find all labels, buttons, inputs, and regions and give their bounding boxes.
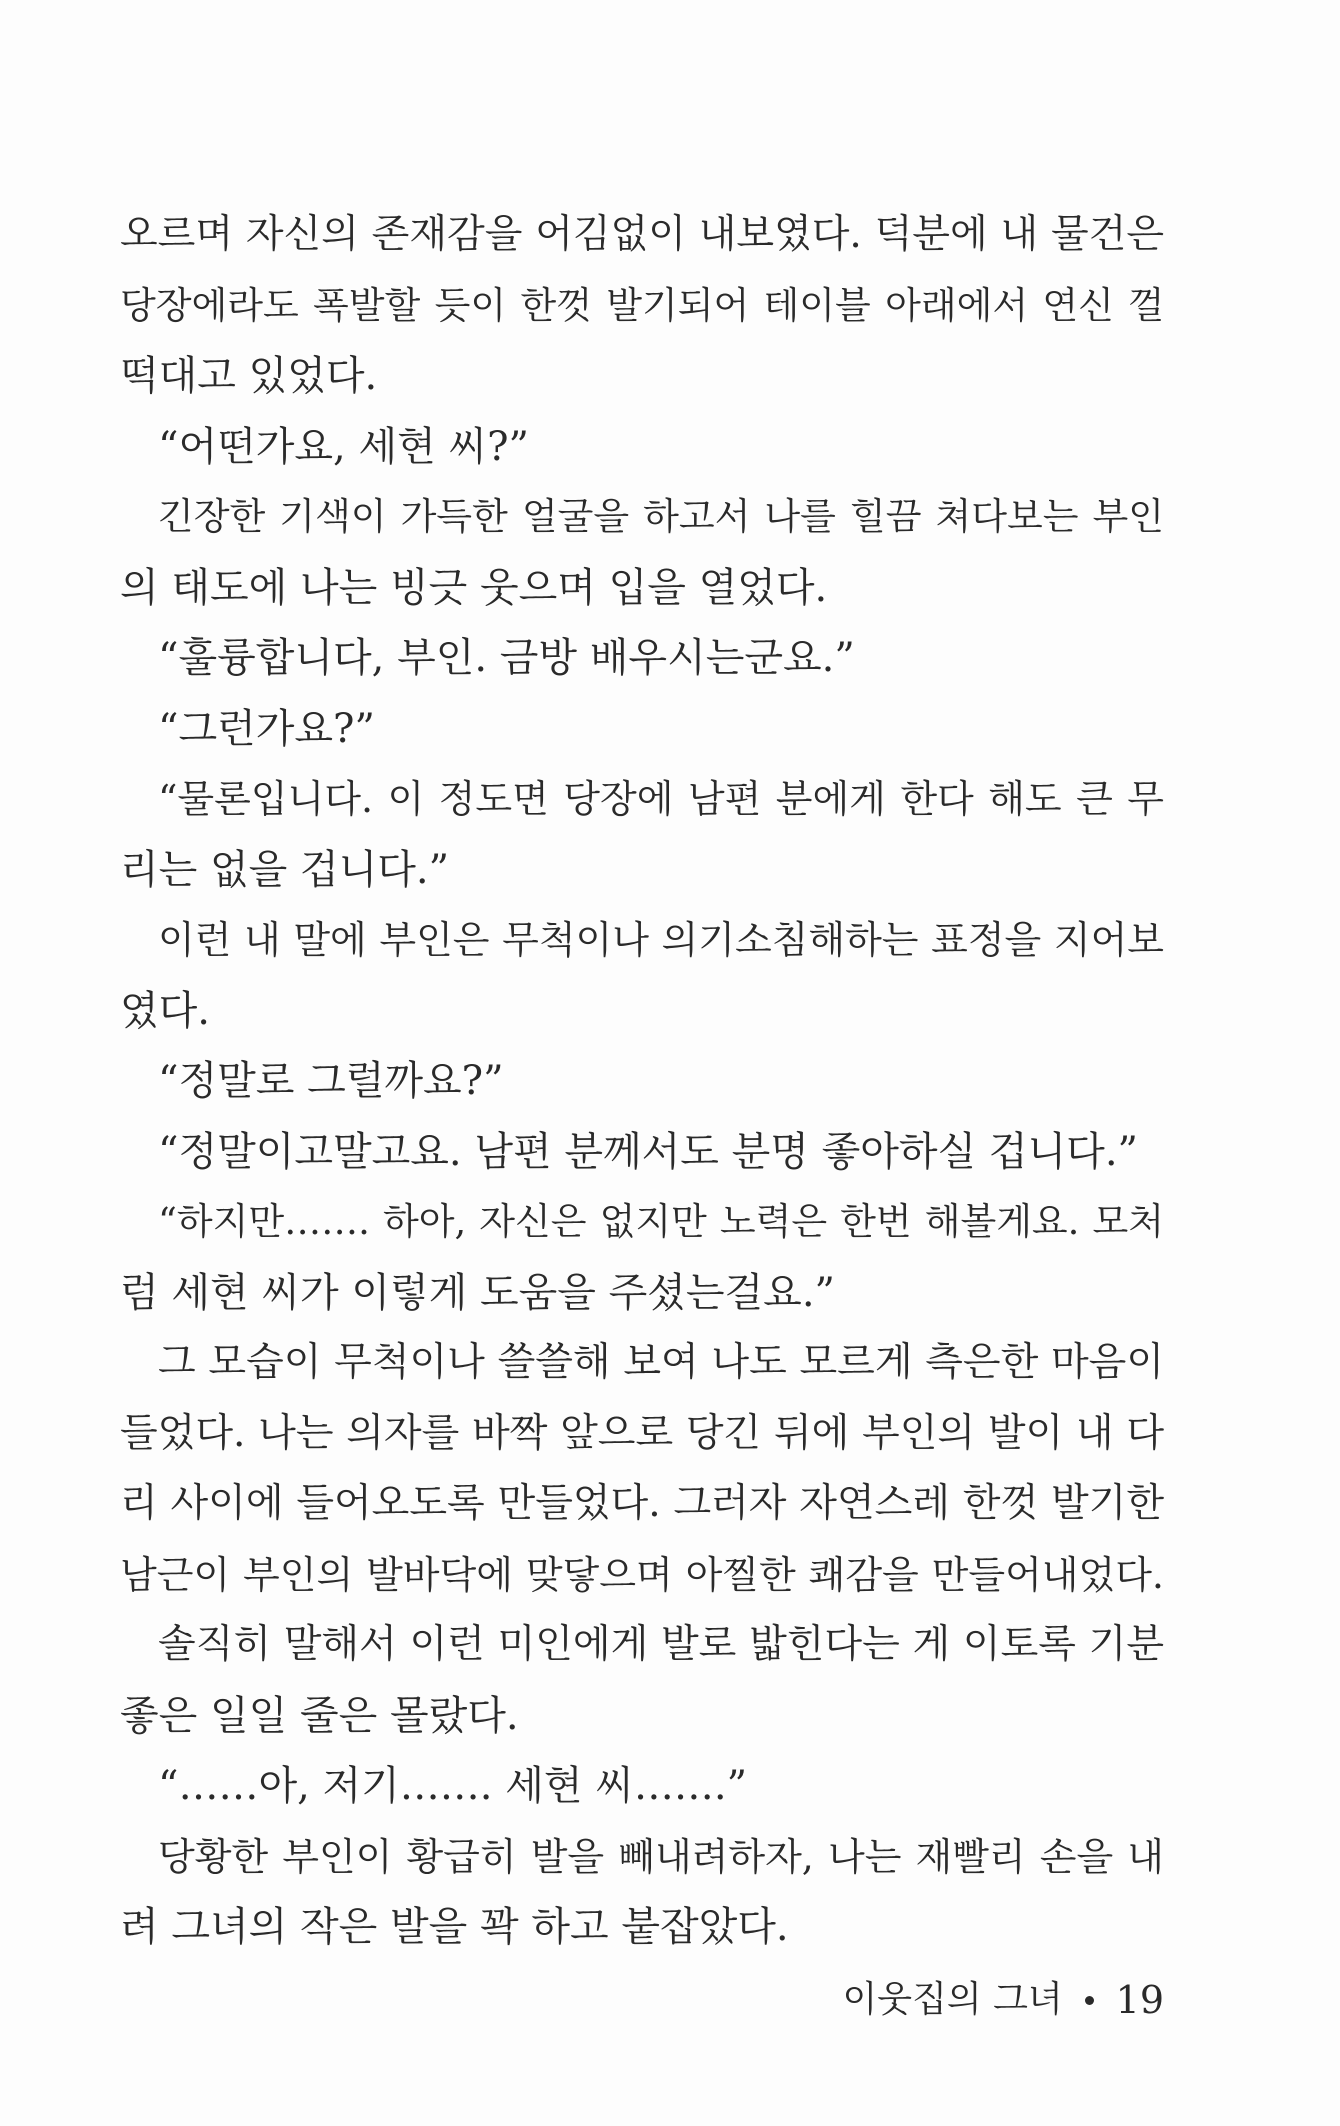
- text-line-14: “정말이고말고요. 남편 분께서도 분명 좋아하실 겁니다.”: [158, 1128, 1138, 1175]
- text-line-16: 럼 세현 씨가 이렇게 도움을 주셨는걸요.”: [120, 1269, 835, 1316]
- text-line-10: 리는 없을 겁니다.”: [120, 846, 450, 893]
- page-footer: [843, 1970, 1164, 2030]
- text-line-20: 남근이 부인의 발바닥에 맞닿으며 아찔한 쾌감을 만들어내었다.: [120, 1552, 1164, 1597]
- text-line-12: 였다.: [120, 987, 210, 1034]
- running-title: 이웃집의 그녀: [842, 1979, 1063, 2020]
- text-line-6: 의 태도에 나는 빙긋 웃으며 입을 열었다.: [120, 564, 828, 611]
- text-line-1: 오르며 자신의 존재감을 어김없이 내보였다. 덕분에 내 물건은: [120, 212, 1164, 257]
- text-line-21: 솔직히 말해서 이런 미인에게 발로 밟힌다는 게 이토록 기분: [158, 1622, 1164, 1667]
- text-line-24: 당황한 부인이 황급히 발을 빼내려하자, 나는 재빨리 손을 내: [158, 1834, 1164, 1879]
- text-line-3: 떡대고 있었다.: [120, 353, 378, 399]
- text-line-11: 이런 내 말에 부인은 무척이나 의기소침해하는 표정을 지어보: [158, 918, 1164, 962]
- text-line-25: 려 그녀의 작은 발을 꽉 하고 붙잡았다.: [120, 1904, 789, 1950]
- text-line-2: 당장에라도 폭발할 듯이 한껏 발기되어 테이블 아래에서 연신 껄: [120, 283, 1164, 327]
- body-text: [120, 200, 1164, 1963]
- text-line-15: “하지만……. 하아, 자신은 없지만 노력은 한번 해볼게요. 모처: [158, 1200, 1164, 1243]
- text-line-22: 좋은 일일 줄은 몰랐다.: [120, 1692, 519, 1739]
- text-line-17: 그 모습이 무척이나 쓸쓸해 보여 나도 모르게 측은한 마음이: [158, 1340, 1164, 1385]
- text-line-5: 긴장한 기색이 가득한 얼굴을 하고서 나를 힐끔 쳐다보는 부인: [158, 495, 1164, 538]
- bullet-separator-icon: [1085, 1996, 1094, 2005]
- text-line-4: “어떤가요, 세현 씨?”: [158, 423, 529, 470]
- text-line-23: “……아, 저기……. 세현 씨…….”: [158, 1763, 748, 1809]
- page-number: 19: [1115, 1978, 1164, 2022]
- text-line-13: “정말로 그럴까요?”: [158, 1058, 504, 1104]
- text-line-9: “물론입니다. 이 정도면 당장에 남편 분에게 한다 해도 큰 무: [158, 777, 1164, 821]
- text-line-19: 리 사이에 들어오도록 만들었다. 그러자 자연스레 한껏 발기한: [120, 1481, 1164, 1526]
- text-line-18: 들었다. 나는 의자를 바짝 앞으로 당긴 뒤에 부인의 발이 내 다: [120, 1410, 1164, 1456]
- text-line-8: “그런가요?”: [158, 705, 375, 752]
- text-line-7: “훌륭합니다, 부인. 금방 배우시는군요.”: [158, 635, 855, 681]
